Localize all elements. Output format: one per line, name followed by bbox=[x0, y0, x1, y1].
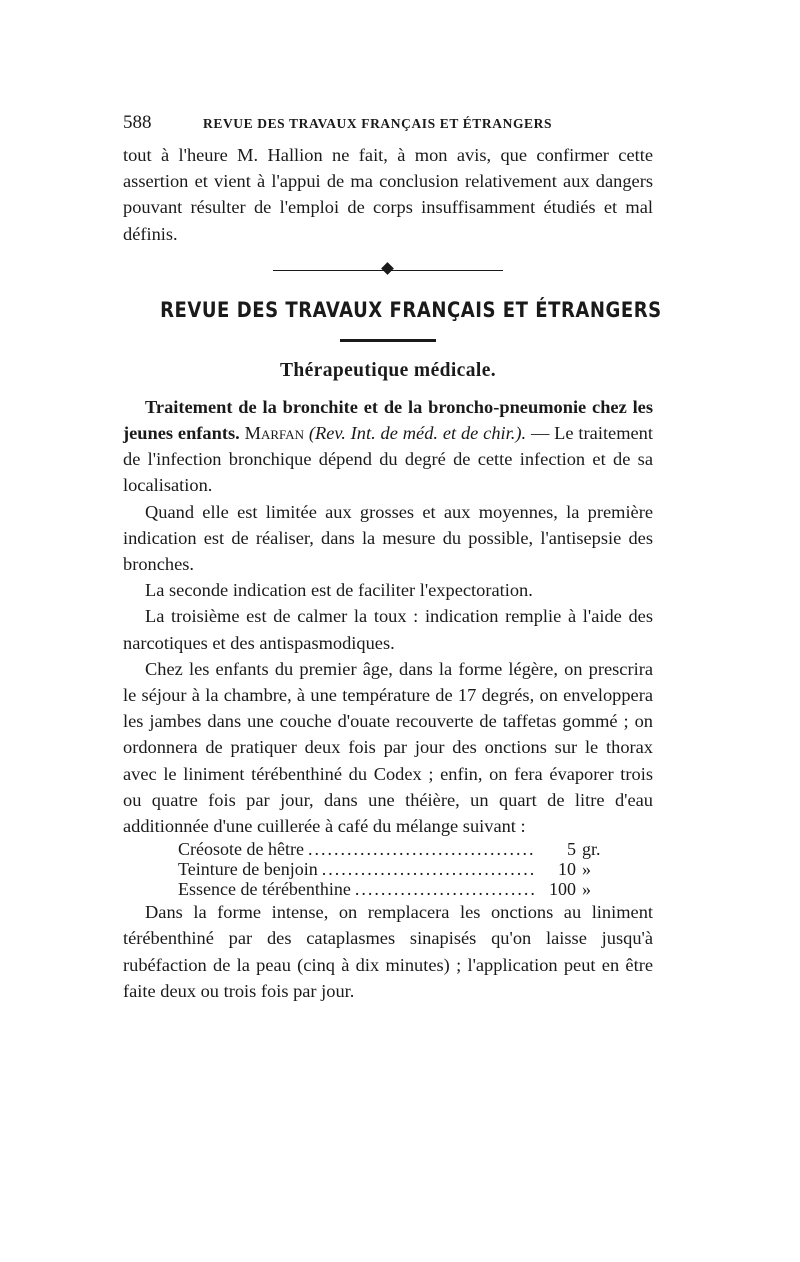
recipe-ingredient: Essence de térébenthine bbox=[178, 879, 351, 900]
dot-leader bbox=[322, 859, 536, 879]
body-paragraph-2: La seconde indication est de faciliter l'expectoration. bbox=[145, 580, 533, 601]
running-head bbox=[123, 112, 653, 142]
section-subtitle: Thérapeutique médicale. bbox=[279, 359, 497, 381]
body-paragraph-3: La troisième est de calmer la toux : indication remplie à l'aide des narcotiques et des antispasmodiques. bbox=[123, 606, 653, 653]
recipe-list bbox=[178, 839, 618, 899]
recipe-unit: gr. bbox=[582, 839, 601, 860]
recipe-ingredient: Créosote de hêtre bbox=[178, 839, 304, 860]
dot-leader bbox=[355, 879, 536, 899]
dot-leader bbox=[308, 839, 536, 859]
diamond-ornament-icon bbox=[381, 262, 394, 275]
recipe-quantity: 10 bbox=[558, 859, 576, 880]
carryover-paragraph: tout à l'heure M. Hallion ne fait, à mon avis, que confirmer cette assertion et vient à l'appui de ma conclusion relativement aux dangers pouvant résulter de l'emploi de corps insuffisamment étudiés et mal définis. bbox=[123, 145, 653, 244]
recipe-item bbox=[178, 859, 618, 879]
recipe-unit: » bbox=[582, 859, 591, 880]
article-title: Traitement de la bronchite et de la broncho-pneumonie chez les jeunes enfants. bbox=[123, 396, 653, 444]
recipe-ingredient: Teinture de benjoin bbox=[178, 859, 318, 880]
recipe-item bbox=[178, 839, 618, 859]
recipe-quantity: 100 bbox=[549, 879, 576, 900]
closing-paragraph: Dans la forme intense, on remplacera les onctions au liniment térébenthiné par des cataplasmes sinapisés qu'on laisse jusqu'à rubéfaction de la peau (cinq à dix minutes) ; l'application peut en être faite deux ou trois fois par jour. bbox=[123, 902, 653, 1001]
section-rule bbox=[340, 339, 436, 342]
article-source: (Rev. Int. de méd. et de chir.). bbox=[308, 423, 527, 444]
section-title: REVUE DES TRAVAUX FRANÇAIS ET ÉTRANGERS bbox=[160, 297, 662, 322]
body-paragraph-4: Chez les enfants du premier âge, dans la forme légère, on prescrira le séjour à la chambre, à une température de 17 degrés, on enveloppera les jambes dans une couche d'ouate recouverte de taffetas gommé ; on ordonnera de pratiquer deux fois par jour des onctions sur le thorax avec le liniment térébenthiné du Codex ; enfin, on fera évaporer trois ou quatre fois par jour, dans une théière, un quart de litre d'eau additionnée d'une cuillerée à café du mélange suivant : bbox=[123, 658, 653, 837]
article-author: Marfan bbox=[244, 423, 305, 444]
recipe-unit: » bbox=[582, 879, 591, 900]
recipe-item bbox=[178, 879, 618, 899]
recipe-quantity: 5 bbox=[567, 839, 576, 860]
page-number: 588 bbox=[123, 112, 152, 133]
article-lead-text: — Le traitement de l'infection bronchique dépend du degré de cette infection et de sa localisation. bbox=[123, 423, 653, 496]
ornamental-divider bbox=[273, 264, 503, 278]
body-paragraph-1: Quand elle est limitée aux grosses et aux moyennes, la première indication est de réaliser, dans la mesure du possible, l'antisepsie des bronches. bbox=[123, 501, 653, 575]
running-title: REVUE DES TRAVAUX FRANÇAIS ET ÉTRANGERS bbox=[203, 116, 553, 131]
article-lead-paragraph bbox=[123, 394, 653, 499]
page bbox=[123, 112, 662, 1004]
